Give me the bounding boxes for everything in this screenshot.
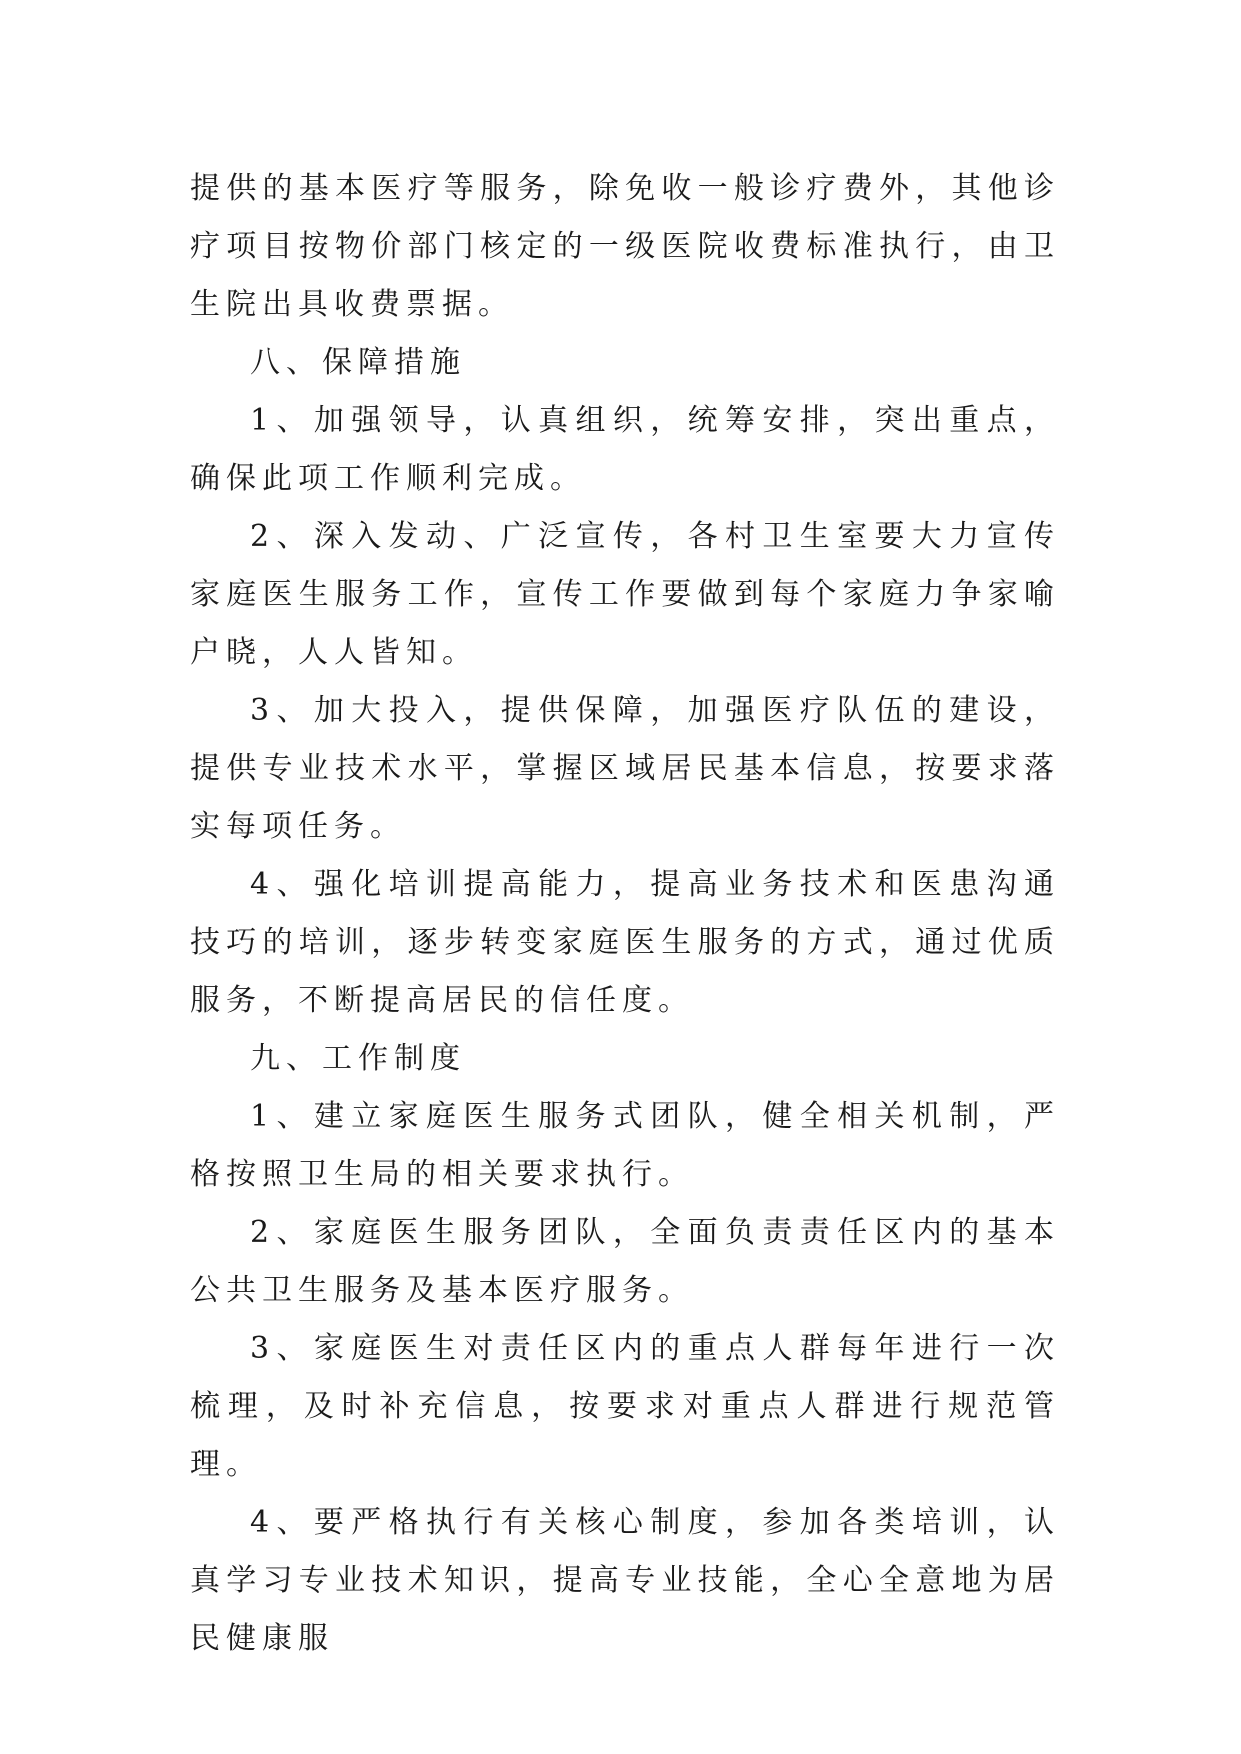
- list-item: 4、要严格执行有关核心制度，参加各类培训，认真学习专业技术知识，提高专业技能，全心全意地为居民健康服: [190, 1505, 1060, 1656]
- list-item: 2、深入发动、广泛宣传，各村卫生室要大力宣传家庭医生服务工作，宣传工作要做到每个家庭力争家喻户晓，人人皆知。: [190, 519, 1060, 670]
- list-item: 3、加大投入，提供保障，加强医疗队伍的建设，提供专业技术水平，掌握区域居民基本信息，按要求落实每项任务。: [190, 693, 1060, 844]
- list-item: 1、加强领导，认真组织，统筹安排，突出重点，确保此项工作顺利完成。: [190, 403, 1060, 496]
- list-item: 4、强化培训提高能力，提高业务技术和医患沟通技巧的培训，逐步转变家庭医生服务的方式，通过优质服务，不断提高居民的信任度。: [190, 867, 1060, 1018]
- list-item: 1、建立家庭医生服务式团队，健全相关机制，严格按照卫生局的相关要求执行。: [190, 1099, 1060, 1192]
- section-heading-nine: 九、工作制度: [250, 1041, 466, 1076]
- document-body: [190, 160, 1060, 1668]
- section-heading-eight: 八、保障措施: [250, 345, 466, 380]
- paragraph-continuation: 提供的基本医疗等服务，除免收一般诊疗费外，其他诊疗项目按物价部门核定的一级医院收费标准执行，由卫生院出具收费票据。: [190, 171, 1060, 322]
- list-item: 3、家庭医生对责任区内的重点人群每年进行一次梳理，及时补充信息，按要求对重点人群进行规范管理。: [190, 1331, 1060, 1482]
- list-item: 2、家庭医生服务团队，全面负责责任区内的基本公共卫生服务及基本医疗服务。: [190, 1215, 1060, 1308]
